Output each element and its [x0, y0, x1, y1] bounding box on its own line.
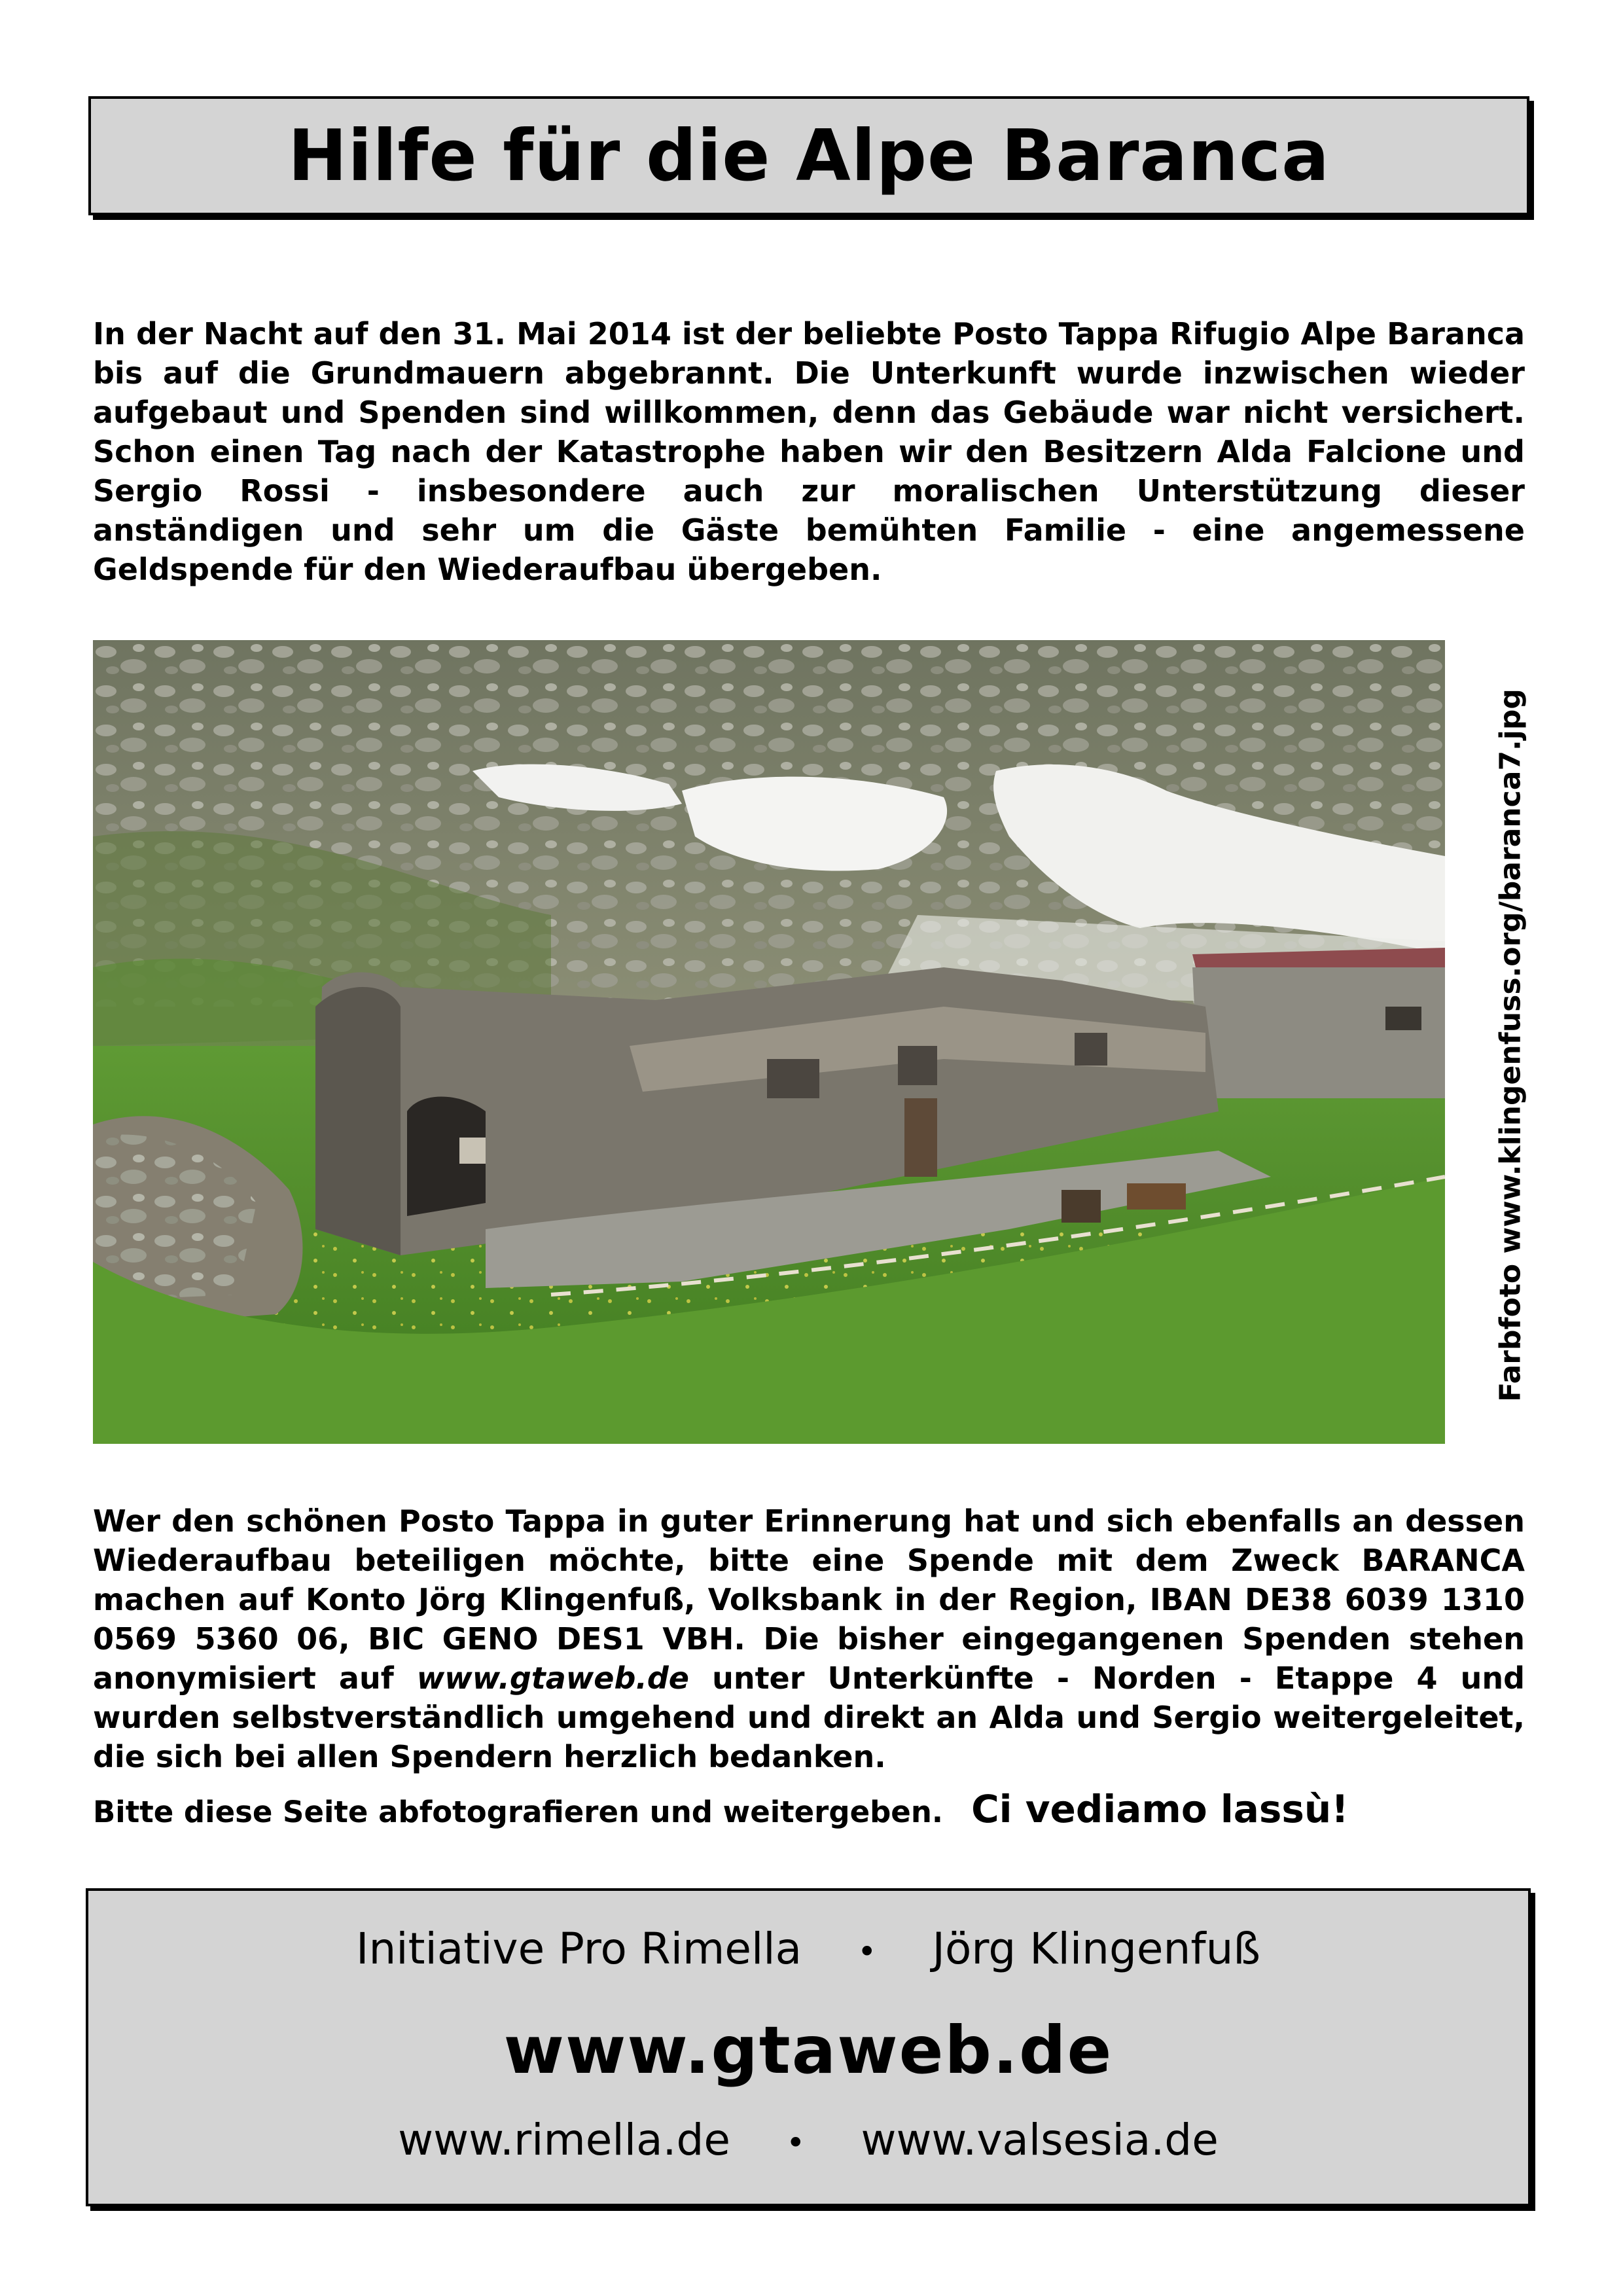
- footer-main-url[interactable]: www.gtaweb.de: [503, 2012, 1113, 2089]
- cta-slogan: Ci vediamo lassù!: [971, 1787, 1349, 1831]
- footer-links: [88, 2115, 1528, 2165]
- donation-text-after: unter Unterkünfte - Norden - Etappe 4 und wurden selbstverständlich umgehend und direkt an Alda und Sergio weitergeleitet, die sich bei allen Spendern herzlich bedanken.: [93, 1660, 1525, 1774]
- footer-person: Jörg Klingenfuß: [932, 1924, 1260, 1974]
- footer-link-valsesia[interactable]: www.valsesia.de: [861, 2115, 1219, 2165]
- intro-paragraph: In der Nacht auf den 31. Mai 2014 ist der beliebte Posto Tappa Rifugio Alpe Baranca bis auf die Grundmauern abgebrannt. Die Unterkunft wurde inzwischen wieder aufgebaut und Spenden sind willkommen, denn das Gebäude war nicht versichert. Schon einen Tag nach der Katastrophe haben wir den Besitzern Alda Falcione und Sergio Rossi - insbesondere auch zur moralischen Unterstützung dieser anständigen und sehr um die Gäste bemühten Familie - eine angemessene Geldspende für den Wiederaufbau übergeben.: [93, 316, 1525, 587]
- burned-hut-photo: [93, 640, 1445, 1444]
- call-to-action: [93, 1787, 1349, 1831]
- page-title: Hilfe für die Alpe Baranca: [287, 115, 1330, 197]
- photo-caption: Farbfoto www.klingenfuss.org/baranca7.jpg: [1493, 689, 1527, 1402]
- gtaweb-inline-link[interactable]: www.gtaweb.de: [416, 1660, 689, 1696]
- footer-box: [86, 1888, 1531, 2206]
- footer-link-rimella[interactable]: www.rimella.de: [398, 2115, 730, 2165]
- donation-paragraph: [93, 1501, 1525, 1776]
- footer-org: Initiative Pro Rimella: [356, 1924, 802, 1974]
- title-box: [88, 96, 1529, 215]
- bullet-separator: •: [857, 1932, 877, 1971]
- footer-credits: [88, 1924, 1528, 1974]
- alpe-baranca-photo: [93, 640, 1445, 1444]
- bullet-separator: •: [785, 2123, 806, 2162]
- donation-text-before: Wer den schönen Posto Tappa in guter Erinnerung hat und sich ebenfalls an dessen Wiederaufbau beteiligen möchte, bitte eine Spende mit dem Zweck BARANCA machen auf Konto Jörg Klingenfuß, Volksbank in der Region, IBAN DE38 6039 1310 0569 5360 06, BIC GENO DES1 VBH. Die bisher eingegangenen Spenden stehen anonymisiert auf: [93, 1503, 1525, 1696]
- cta-text: Bitte diese Seite abfotografieren und weitergeben.: [93, 1795, 943, 1829]
